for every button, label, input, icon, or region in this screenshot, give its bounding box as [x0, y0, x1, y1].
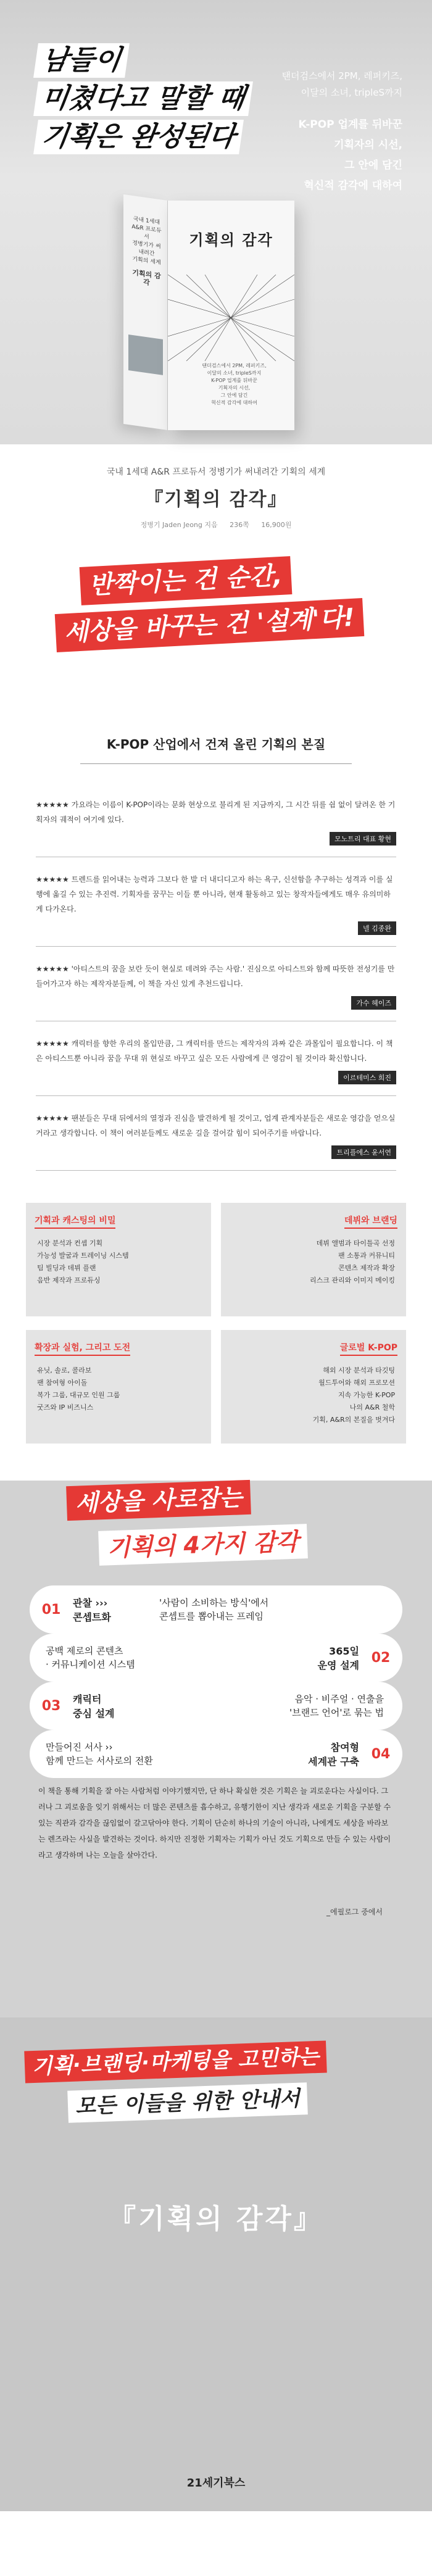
book-side-line: 국내 1세대 — [133, 216, 160, 226]
review-text: ★★★★★ 팬분들은 무대 뒤에서의 열정과 진심을 발견하게 될 것이고, 업계 관계자분들은 새로운 영감을 얻으실 거라고 생각합니다. 이 책이 여러분들께도 새로운 길을 걸어갈 힘이 되어주기를 바랍니다. — [36, 1114, 396, 1137]
banner-line: 반짝이는 건 순간, — [80, 556, 292, 605]
reviews-title: K-POP 산업에서 건져 올린 기획의 본질 — [0, 728, 432, 783]
chapter-box-item: 리스크 관리와 이미지 메이킹 — [309, 1276, 395, 1284]
senses-heading-line: 세상을 사로잡는 — [66, 1480, 251, 1521]
book-side-line: 기획의 세계 — [132, 256, 161, 267]
sense-description: 음악 · 비주얼 · 연출을 '브랜드 언어'로 묶는 법 — [289, 1693, 384, 1718]
review-text: ★★★★★ 가요라는 이름이 K-POP이라는 문화 현상으로 불리게 된 지금까지, 그 시간 뒤를 쉼 없이 달려온 한 기획자의 궤적이 여기에 있다. — [36, 800, 396, 824]
hero-section — [0, 0, 432, 444]
review-text: ★★★★★ '아티스트의 꿈을 보란 듯이 현실로 데려와 주는 사람.' 진심으로 아티스트와 함께 따뜻한 전성기를 만들어가고자 하는 제작자분들께, 이 책을 자신 있게 추천드립니다. — [36, 965, 395, 988]
chapter-box-item: 가능성 발굴과 트레이닝 시스템 — [37, 1252, 129, 1260]
hero-sub-line: 그 안에 담긴 — [344, 159, 402, 172]
epilogue-source: _에필로그 중에서 — [326, 1908, 383, 1916]
review-author: 이르테미스 희진 — [338, 1071, 396, 1084]
intro-book-title: 『기획의 감각』 — [144, 489, 288, 510]
footer-section — [0, 2017, 432, 2511]
sense-card — [30, 1585, 402, 1634]
chapter-box-item: 지속 가능한 K-POP — [338, 1391, 395, 1399]
book-side-line: 정병기가 써내려간 — [132, 239, 161, 257]
chapter-box-item: 데뷔 앨범과 타이틀곡 선정 — [316, 1239, 395, 1247]
intro-tagline: 국내 1세대 A&R 프로듀서 정병기가 써내려간 기획의 세계 — [106, 467, 326, 477]
hero-sub-line: 기획자의 시선, — [334, 139, 402, 151]
reviews-list — [0, 783, 432, 1171]
chapter-box-title: 확장과 실험, 그리고 도전 — [35, 1341, 130, 1356]
book-front-line: 그 안에 담긴 — [220, 393, 248, 398]
sense-description: 만들어진 서사 ›› 함께 만드는 서사로의 전환 — [46, 1742, 153, 1766]
author-label: 정병기 Jaden Jeong 지음 — [140, 521, 218, 529]
review-author: 가수 헤이즈 — [351, 996, 396, 1010]
price: 16,900원 — [261, 521, 292, 529]
book-front-line: 혁신적 감각에 대하여 — [211, 400, 257, 405]
chapter-box-title: 기획과 캐스팅의 비밀 — [35, 1214, 115, 1229]
hero-sub-line: K-POP 업계를 뒤바꾼 — [298, 118, 402, 131]
sense-heading: 365일 운영 설계 — [317, 1645, 359, 1671]
review-author: 트리플에스 윤서연 — [331, 1145, 396, 1159]
chapter-box-item: 복가 그룹, 대규모 인원 그룹 — [37, 1391, 120, 1399]
chapter-box-item: 기획, A&R의 본질을 벗겨다 — [312, 1416, 395, 1424]
intro-section — [0, 444, 432, 555]
hero-headline-line: 미쳤다고 말할 때 — [33, 81, 253, 116]
hero-sub-line: 이달의 소녀, tripleS까지 — [301, 87, 402, 98]
chapter-box — [26, 1330, 211, 1444]
book-front-cover — [168, 201, 294, 430]
page-count: 236쪽 — [230, 521, 249, 529]
sense-number: 04 — [371, 1746, 391, 1762]
review-item — [36, 857, 396, 947]
review-text: ★★★★★ 트렌드를 읽어내는 능력과 그보다 한 발 더 내디디고자 하는 욕구, 신선함을 추구하는 성격과 이를 실행에 옮길 수 있는 추진력. 기획자를 꿈꾸는 이들 뿐 아니라, 현재 활동하고 있는 창작자들에게도 매우 유의미하게 다가온다. — [36, 875, 393, 913]
sense-card — [30, 1730, 402, 1778]
sense-number: 03 — [41, 1698, 61, 1714]
chapter-box — [221, 1330, 406, 1444]
sense-number: 01 — [41, 1602, 61, 1618]
book-front-line: 이달의 소녀, tripleS까지 — [207, 370, 262, 376]
sense-description: '사람이 소비하는 방식'에서 콘셉트를 뽑아내는 프레임 — [159, 1597, 269, 1622]
sense-heading: 참여형 세계관 구축 — [308, 1742, 359, 1768]
footer-line: 기획·브랜딩·마케팅을 고민하는 — [24, 2040, 326, 2083]
chapter-box-item: 팬 소통과 커뮤니티 — [338, 1252, 395, 1260]
sense-heading: 관찰 ››› 콘셉트화 — [73, 1597, 111, 1623]
hero-subcopy — [248, 68, 402, 196]
book-front-line: 탠더검스에서 2PM, 레퍼키즈, — [202, 363, 267, 368]
chapter-box-item: 나의 A&R 철학 — [349, 1403, 395, 1411]
review-item — [36, 1021, 396, 1096]
sense-number: 02 — [371, 1650, 391, 1666]
hero-headline-line: 기획은 완성된다 — [33, 120, 244, 154]
four-senses-section — [0, 1481, 432, 2017]
chapter-box-item: 시장 분석과 컨셉 기획 — [37, 1239, 103, 1247]
epilogue-quote: 이 책을 통해 기획을 잘 아는 사람처럼 이야기했지만, 단 하나 확실한 것은 기획은 늘 괴로운다는 사실이다. 그러나 그 괴로움을 잊기 위해서는 더 많은 콘텐츠를 흡수하고, 유행기한이 지난 생각과 새로운 기획을 구분할 수 있는 직관과 감각을 끊임없이 갈고닦아야 한다. 기획이 단순히 하나의 기술이 아니라, 나에게도 세상을 바라보는 렌즈라는 사실을 발견하는 것이다. 하지만 진정한 기획자는 기획가 아닌 것도 기획으로 만들 수 있는 사람이라고 생각하며 나는 오늘을 살아간다. — [38, 1787, 391, 1859]
book-front-line: K-POP 업계를 뒤바꾼 — [211, 378, 257, 383]
banner-line: 세상을 바꾸는 건 '설계'다! — [55, 598, 364, 652]
book-front-copy — [186, 362, 282, 407]
chapter-box-item: 굿즈와 IP 비즈니스 — [37, 1403, 94, 1411]
book-side-line: A&R 프로듀서 — [131, 223, 162, 241]
review-item — [36, 783, 396, 857]
review-item — [36, 1096, 396, 1171]
book-spine-panel — [123, 194, 168, 430]
sense-card — [30, 1634, 402, 1682]
hero-headline — [36, 43, 247, 158]
sense-card — [30, 1682, 402, 1730]
chapter-box-item: 월드투어와 해외 프로모션 — [318, 1379, 395, 1387]
footer-line: 모든 이들을 위한 안내서 — [67, 2082, 308, 2123]
chapter-box-title: 데뷔와 브랜딩 — [344, 1214, 397, 1229]
hero-headline-line: 남들이 — [33, 43, 129, 78]
senses-heading-line: 기획의 4가지 감각 — [98, 1524, 308, 1566]
sense-description: 공백 제로의 콘텐츠 · 커뮤니케이션 시스템 — [46, 1645, 135, 1670]
chapter-box-item: 음반 제작과 프로듀싱 — [37, 1276, 101, 1284]
chapter-box-item: 팀 빌딩과 데뷔 플랜 — [37, 1264, 96, 1272]
intro-meta — [0, 520, 432, 530]
book-cover — [123, 201, 309, 435]
chapter-box — [221, 1203, 406, 1316]
chapter-box-item: 유닛, 솔로, 콜라보 — [37, 1366, 92, 1374]
chapter-box — [26, 1203, 211, 1316]
review-text: ★★★★★ 캐릭터를 향한 우리의 몰입만큼, 그 캐릭터를 만드는 제작자의 과짜 같은 과몰입이 필요합니다. 이 책은 아티스트뿐 아니라 꿈을 무대 위 현실로 바꾸고 싶은 모든 사람에게 큰 영감이 될 것이라 확신합니다. — [36, 1039, 393, 1063]
chapter-box-item: 해외 시장 분석과 타깃팅 — [323, 1366, 395, 1374]
review-author: 모노트리 대표 황현 — [330, 832, 396, 846]
review-author: 넬 김종완 — [358, 921, 396, 935]
footer-book-title: 『기획의 감각』 — [109, 2203, 323, 2235]
chapter-box-title: 글로벌 K-POP — [340, 1341, 397, 1356]
hero-sub-line: 혁신적 감각에 대하여 — [304, 180, 402, 192]
chapter-box-item: 팬 참여형 아이돌 — [37, 1379, 88, 1387]
book-title: 기획의 감각 — [189, 231, 273, 249]
book-front-line: 기획자의 시선, — [218, 385, 251, 391]
sense-heading: 캐릭터 중심 설계 — [73, 1693, 115, 1719]
chapter-box-item: 콘텐츠 제작과 확장 — [338, 1264, 395, 1272]
book-ray-graphic — [168, 275, 294, 361]
red-banner — [0, 555, 432, 728]
review-item — [36, 947, 396, 1021]
book-side-title: 기획의 감각 — [132, 268, 161, 287]
hero-sub-line: 탠더검스에서 2PM, 레퍼키즈, — [281, 70, 402, 81]
publisher-logo: 21세기북스 — [186, 2477, 246, 2490]
chapter-boxes — [0, 1171, 432, 1444]
book-side-band — [128, 334, 163, 375]
